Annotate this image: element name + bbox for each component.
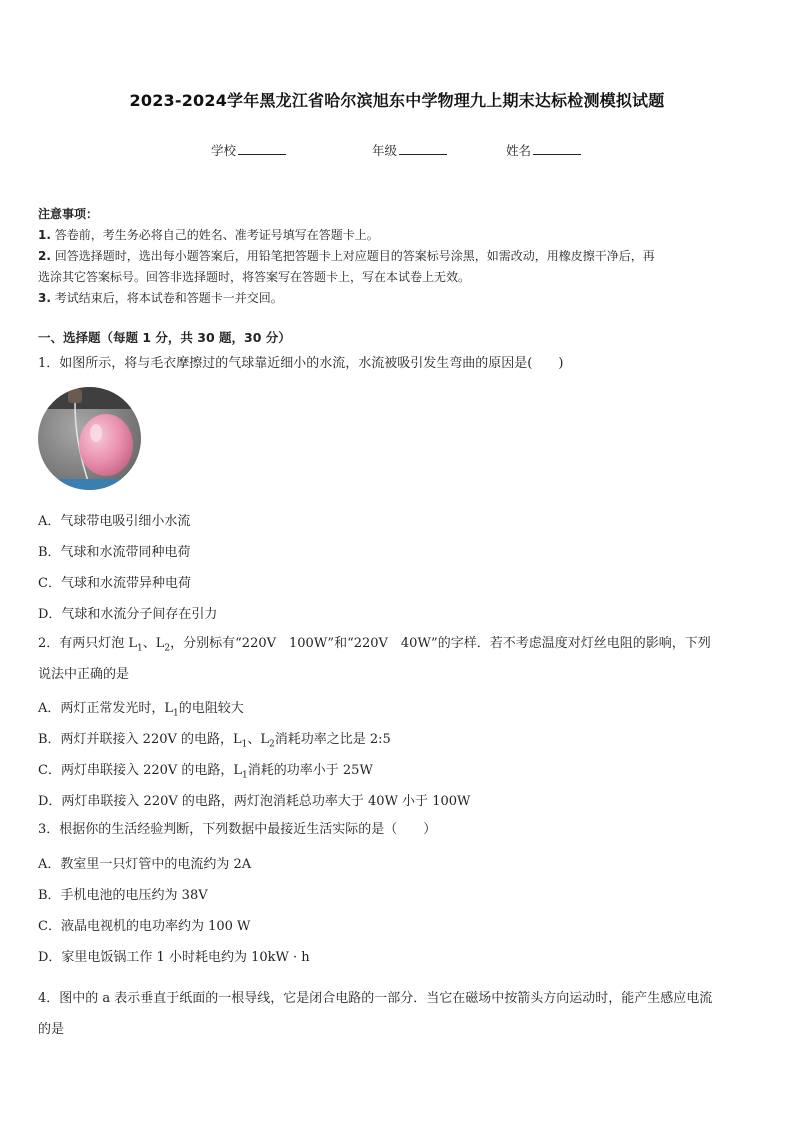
name-field xyxy=(506,141,581,159)
question-3-option-d: D．家里电饭锅工作 1 小时耗电约为 10kW · h xyxy=(38,950,310,965)
grade-label: 年级 xyxy=(372,143,398,158)
grade-field xyxy=(372,141,447,159)
school-label: 学校 xyxy=(211,143,237,158)
question-2-option-c: C．两灯串联接入 220V 的电路，$L_1$消耗的功率小于 25W xyxy=(38,763,373,781)
page-title: 2023-2024学年黑龙江省哈尔滨旭东中学物理九上期末达标检测模拟试题 xyxy=(129,91,665,110)
note-item-2: 2. 回答选择题时，选出每小题答案后，用铅笔把答题卡上对应题目的答案标号涂黑，如需改动，用橡皮擦干净后，再 xyxy=(38,249,655,263)
question-3-option-c: C．液晶电视机的电功率约为 100 W xyxy=(38,919,251,934)
note-item-3: 3. 考试结束后，将本试卷和答题卡一并交回。 xyxy=(38,291,283,305)
question-2-stem-cont: 说法中正确的是 xyxy=(38,667,130,682)
balloon-water-figure xyxy=(38,387,141,490)
notes-block xyxy=(38,204,758,309)
school-blank xyxy=(238,142,286,155)
notes-heading: 注意事项： xyxy=(38,207,99,221)
question-1-option-d: D．气球和水流分子间存在引力 xyxy=(38,607,218,622)
balloon-photo-icon xyxy=(38,387,141,490)
question-1-option-a: A．气球带电吸引细小水流 xyxy=(38,514,191,529)
question-3-stem: 3．根据你的生活经验判断，下列数据中最接近生活实际的是（ ） xyxy=(38,822,437,837)
name-label: 姓名 xyxy=(506,143,532,158)
name-blank xyxy=(533,142,581,155)
grade-blank xyxy=(399,142,447,155)
question-2-option-b: B．两灯并联接入 220V 的电路，$L_1$、$L_2$消耗功率之比是 2:5 xyxy=(38,732,391,750)
note-item-1: 1. 答卷前，考生务必将自己的姓名、准考证号填写在答题卡上。 xyxy=(38,228,379,242)
question-1-option-c: C．气球和水流带异种电荷 xyxy=(38,576,191,591)
section-heading: 一、选择题（每题 1 分，共 30 题，30 分） xyxy=(38,330,291,345)
school-field xyxy=(211,141,286,159)
question-2-option-a: A．两灯正常发光时，$L_1$的电阻较大 xyxy=(38,701,244,719)
question-4-stem-cont: 的是 xyxy=(38,1022,65,1037)
question-2-option-d: D．两灯串联接入 220V 的电路，两灯泡消耗总功率大于 40W 小于 100W xyxy=(38,794,471,809)
question-1-option-b: B．气球和水流带同种电荷 xyxy=(38,545,191,560)
question-2-stem: 2．有两只灯泡 $L_1$、$L_2$，分别标有“220V 100W”和“220V 40W”的字样．若不考虑温度对灯丝电阻的影响，下列 xyxy=(38,636,711,654)
question-1-stem: 1．如图所示，将与毛衣摩擦过的气球靠近细小的水流，水流被吸引发生弯曲的原因是( ) xyxy=(38,356,564,371)
question-3-option-b: B．手机电池的电压约为 38V xyxy=(38,888,208,903)
question-4-stem: 4．图中的 a 表示垂直于纸面的一根导线，它是闭合电路的一部分．当它在磁场中按箭头方向运动时，能产生感应电流 xyxy=(38,991,713,1006)
question-3-option-a: A．教室里一只灯管中的电流约为 2A xyxy=(38,857,252,872)
note-item-2-cont: 选涂其它答案标号。回答非选择题时，将答案写在答题卡上，写在本试卷上无效。 xyxy=(38,270,471,284)
